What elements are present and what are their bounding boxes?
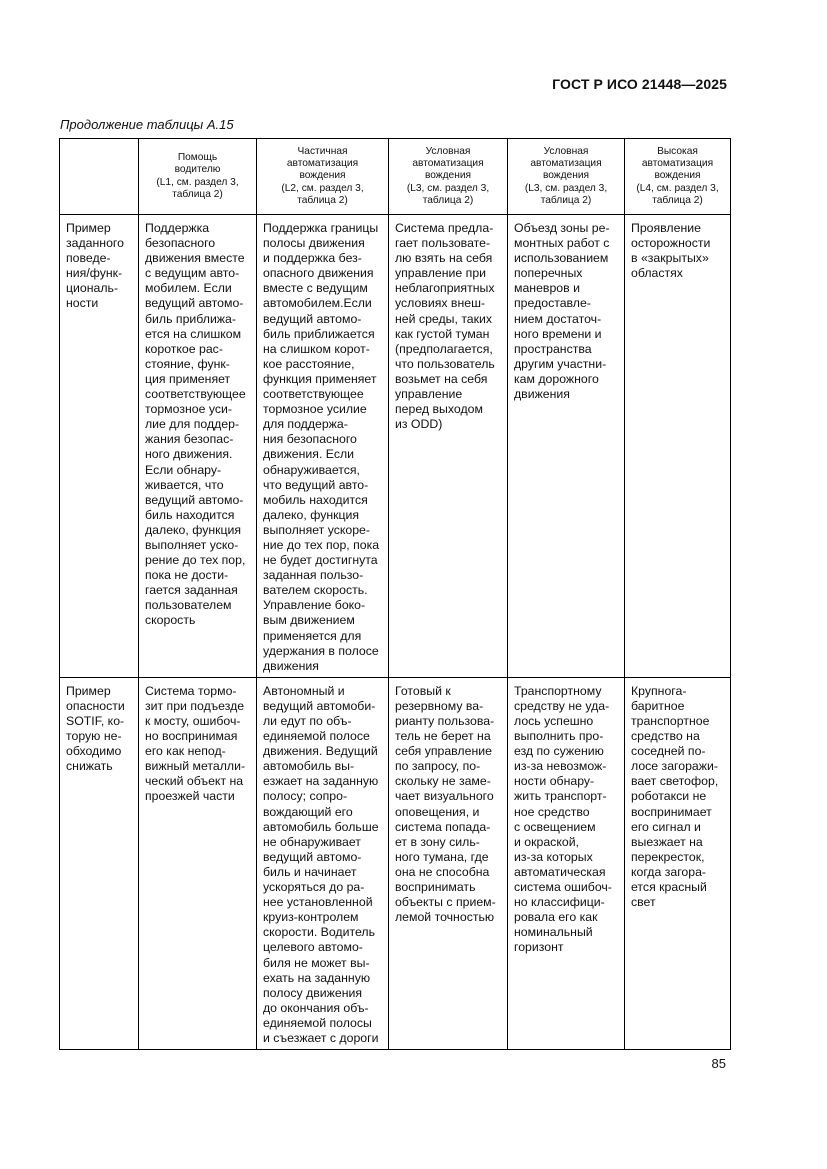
table-cell: Объезд зоны ре- монтных работ с использованием поперечных маневров и предоставле- нием достаточ- ного времени и пространства другим участни- кам дорожного движения (508, 215, 625, 678)
table-row-intended-behavior (60, 215, 731, 678)
table-cell: Поддержка границы полосы движения и поддержка без- опасного движения вместе с ведущим автомобилем.Если ведущий автомо- биль приближается на слишком корот- кое расстояние, функция применяет соответствующее тормозное усилие для поддержа- ния безопасного движения. Если обнаруживается, что ведущий авто- мобиль находится далеко, функция выполняет ускоре- ние до тех пор, пока не будет достигнута заданная пользо- вателем скорость. Управление боко- вым движением применяется для удержания в полосе движения (257, 215, 389, 678)
header-cell-l3-conditional-automation-2: Условная автоматизация вождения (L3, см. раздел 3, таблица 2) (508, 139, 625, 215)
header-cell-l1-driver-assistance: Помощь водителю (L1, см. раздел 3, таблица 2) (139, 139, 257, 215)
header-cell-l2-partial-automation: Частичная автоматизация вождения (L2, см. раздел 3, таблица 2) (257, 139, 389, 215)
table-cell: Система предла- гает пользовате- лю взять на себя управление при неблагоприятных условиях внеш- ней среды, таких как густой туман (предполагается, что пользователь возьмет на себя управление перед выходом из ODD) (389, 215, 508, 678)
row-label-cell: Пример опасности SOTIF, ко- торую не- обходимо снижать (60, 677, 139, 1049)
header-cell-empty (60, 139, 139, 215)
table-cell: Система тормо- зит при подъезде к мосту, ошибоч- но воспринимая его как непод- вижный металли- ческий объект на проезжей части (139, 677, 257, 1049)
document-code: ГОСТ Р ИСО 21448—2025 (552, 76, 727, 92)
table-row-sotif-hazard (60, 677, 731, 1049)
table-caption: Продолжение таблицы А.15 (60, 117, 234, 132)
table-cell: Автономный и ведущий автомоби- ли едут по объ- единяемой полосе движения. Ведущий автомобиль вы- езжает на заданную полосу; сопро- вождающий его автомобиль больше не обнаруживает ведущий автомо- биль и начинает ускоряться до ра- нее установленной круиз-контролем скорости. Водитель целевого автомо- биля не может вы- ехать на заданную полосу движения до окончания объ- единяемой полосы и съезжает с дороги (257, 677, 389, 1049)
header-cell-l4-high-automation: Высокая автоматизация вождения (L4, см. раздел 3, таблица 2) (625, 139, 731, 215)
row-label-cell: Пример заданного поведе- ния/функ- циональ- ности (60, 215, 139, 678)
table-cell: Крупнога- баритное транспортное средство на соседней по- лосе загоражи- вает светофор, роботакси не воспринимает его сигнал и выезжает на перекресток, когда загора- ется красный свет (625, 677, 731, 1049)
comparison-table (59, 138, 731, 1050)
table-cell: Готовый к резервному ва- рианту пользова- тель не берет на себя управление по запросу, по- скольку не заме- чает визуального оповещения, и система попада- ет в зону силь- ного тумана, где она не способна воспринимать объекты с прием- лемой точностью (389, 677, 508, 1049)
page-number: 85 (711, 1056, 726, 1071)
table-cell: Проявление осторожности в «закрытых» областях (625, 215, 731, 678)
header-cell-l3-conditional-automation: Условная автоматизация вождения (L3, см. раздел 3, таблица 2) (389, 139, 508, 215)
table-cell: Транспортному средству не уда- лось успешно выполнить про- езд по сужению из-за невозмож- ности обнару- жить транспорт- ное средство с освещением и окраской, из-за которых автоматическая система ошибоч- но классифици- ровала его как номинальный горизонт (508, 677, 625, 1049)
table-header-row (60, 139, 731, 215)
table-cell: Поддержка безопасного движения вместе с ведущим авто- мобилем. Если ведущий автомо- биль приближа- ется на слишком короткое рас- стояние, функ- ция применяет соответствующее тормозное уси- лие для поддер- жания безопас- ного движения. Если обнару- живается, что ведущий автомо- биль находится далеко, функция выполняет уско- рение до тех пор, пока не дости- гается заданная пользователем скорость (139, 215, 257, 678)
